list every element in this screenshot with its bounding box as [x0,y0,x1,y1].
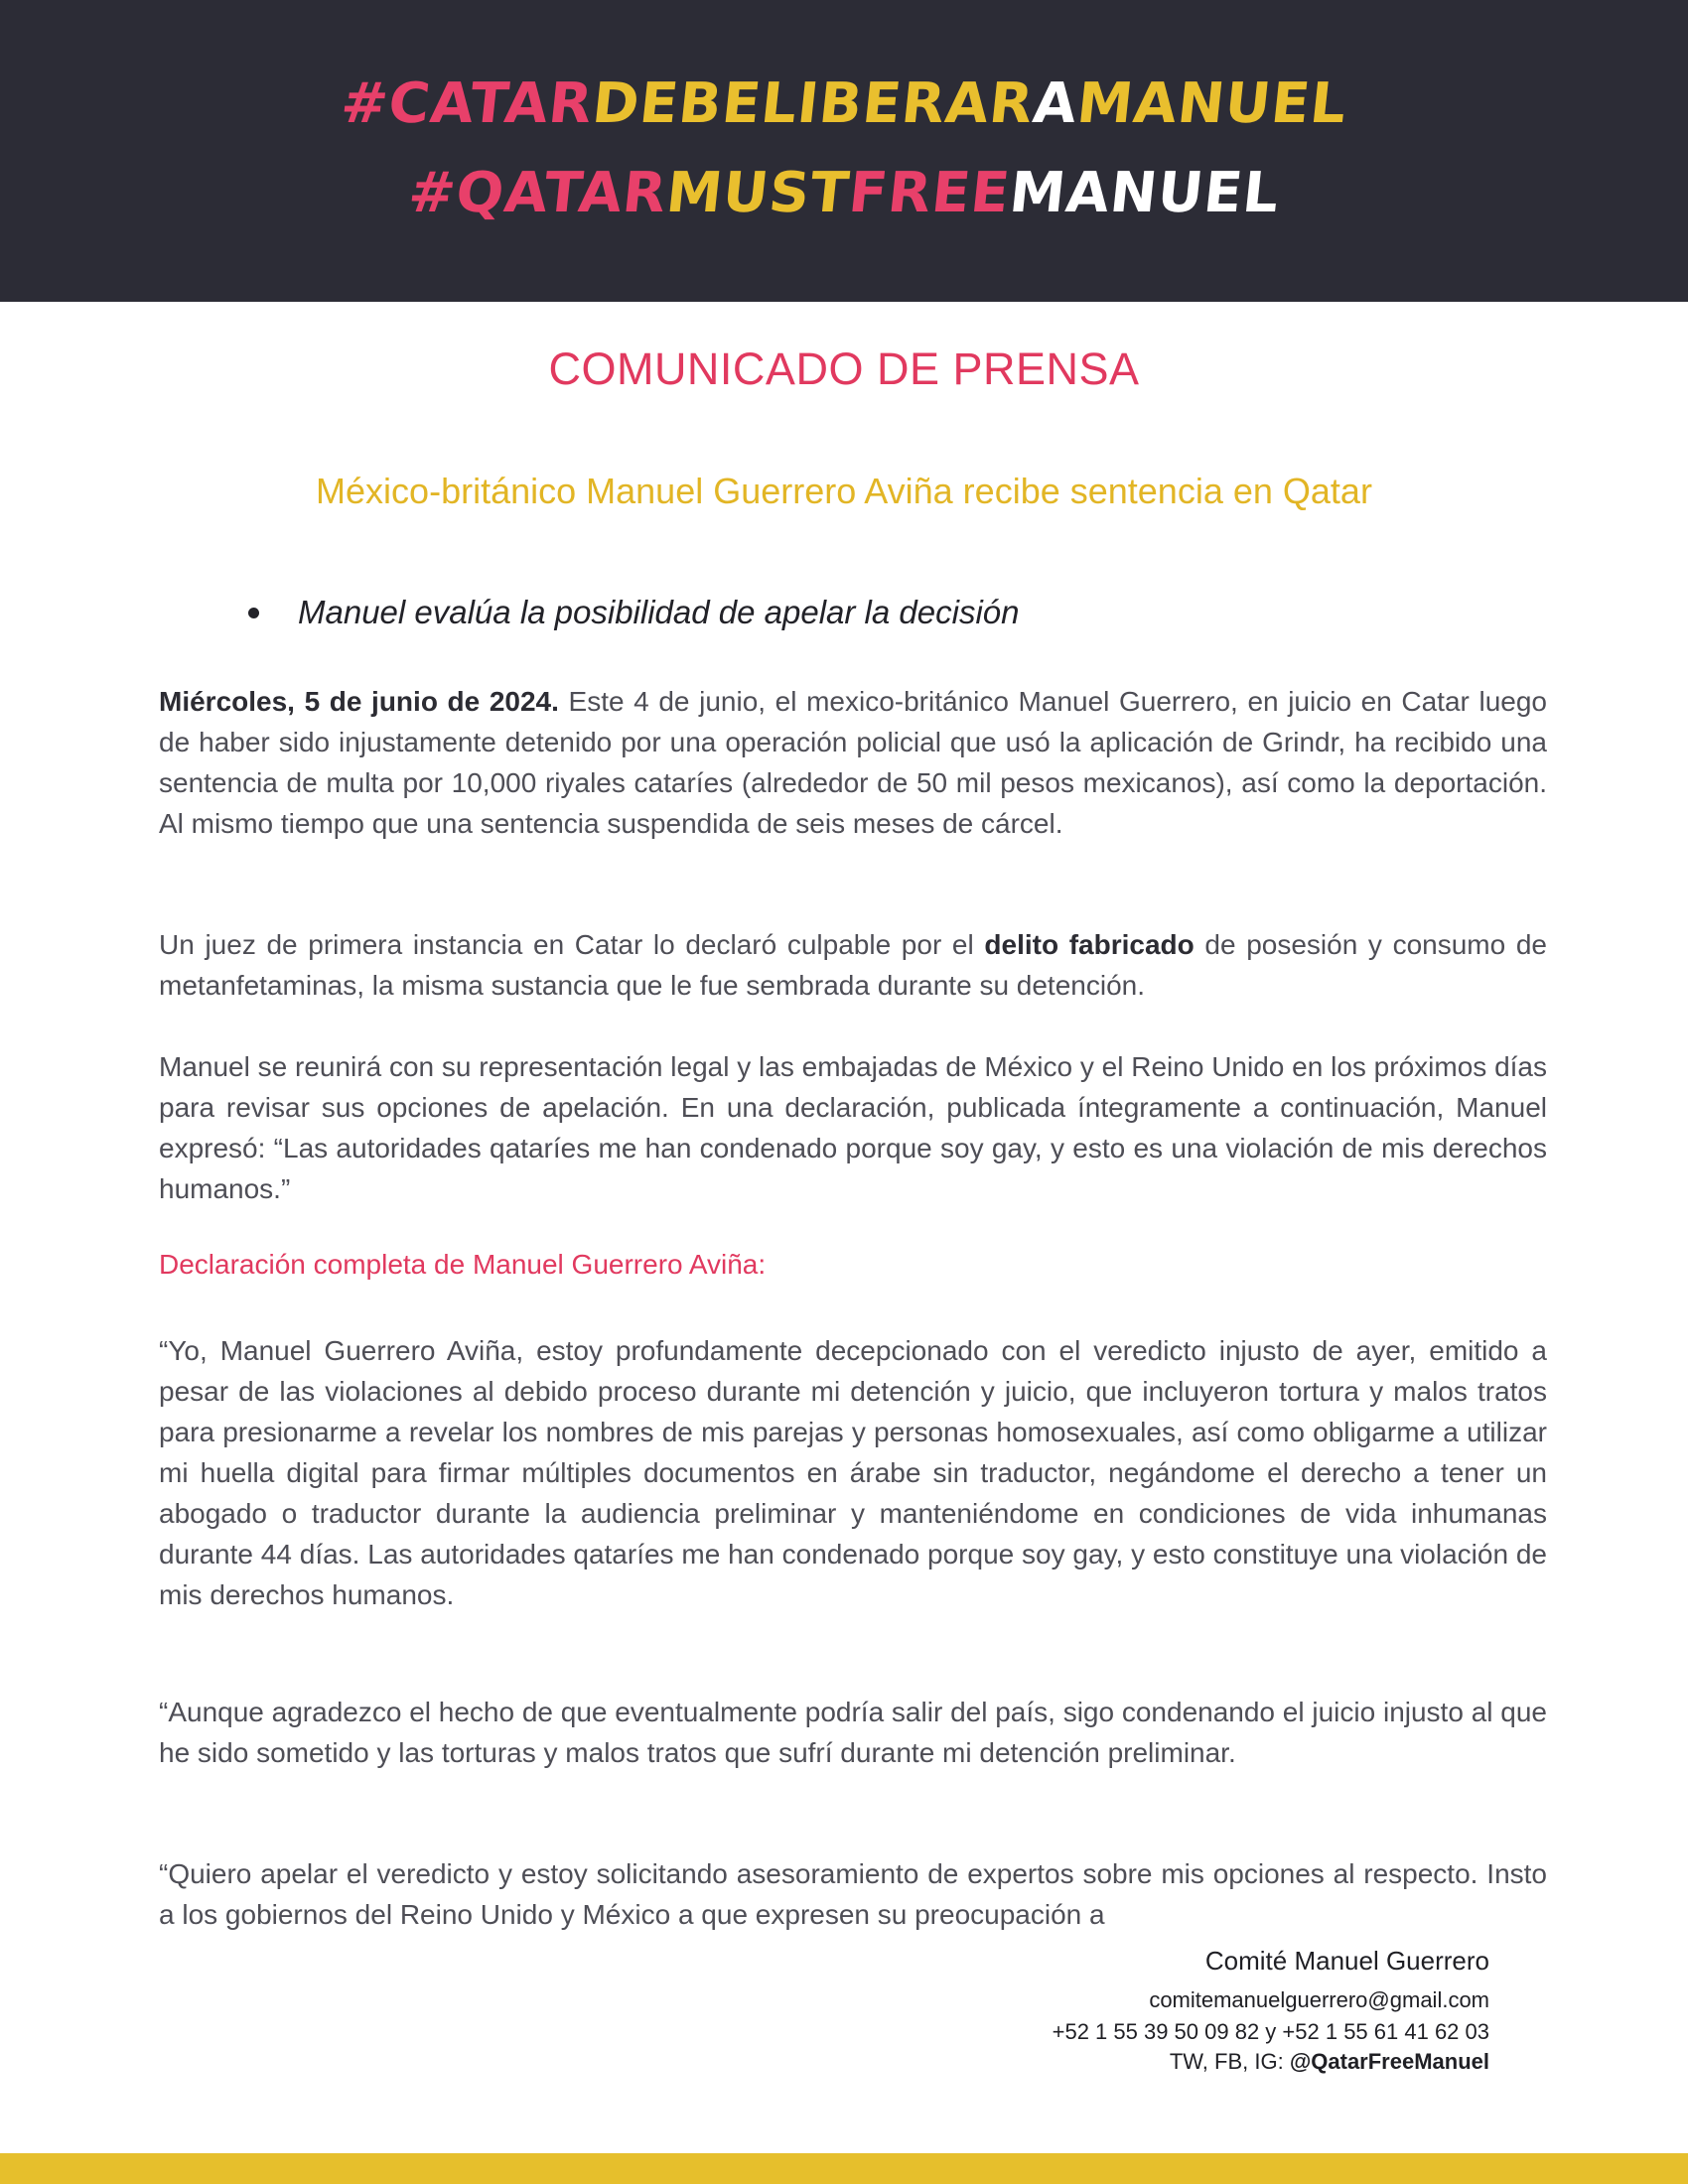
paragraph-verdict [159,924,1547,1006]
bullet-text: Manuel evalúa la posibilidad de apelar la decisión [298,594,1020,630]
paragraph-intro [159,681,1547,844]
hashtag-part: DEBELIBERAR [589,71,1038,136]
hashtag-part: MANUEL [1006,161,1283,225]
contact-email: comitemanuelguerrero@gmail.com [1149,1987,1489,2012]
social-handle: @QatarFreeManuel [1289,2049,1489,2074]
contact-phones: +52 1 55 39 50 09 82 y +52 1 55 61 41 62 03 [1052,2019,1489,2044]
hashtag-english [0,159,1688,228]
dateline: Miércoles, 5 de junio de 2024. [159,686,559,717]
social-label: TW, FB, IG: [1169,2049,1290,2074]
hashtag-part: FREE [845,161,1014,225]
footer-bar [0,2153,1688,2184]
header-banner [0,0,1688,302]
paragraph-text: Un juez de primera instancia en Catar lo declaró culpable por el [159,929,985,960]
paragraph-statement-3: “Quiero apelar el veredicto y estoy solicitando asesoramiento de expertos sobre mis opciones al respecto. Insto a los gobiernos del Reino Unido y México a que expresen su preocupación a [159,1858,1547,1930]
section-heading: Declaración completa de Manuel Guerrero Aviña: [159,1249,767,1280]
hashtag-part: MUST [663,161,853,225]
hashtag-part: A [1030,71,1081,136]
hashtag-spanish [0,69,1688,139]
paragraph-appeal: Manuel se reunirá con su representación legal y las embajadas de México y el Reino Unido en los próximos días para revisar sus opciones de apelación. En una declaración, publicada íntegramente a continuación, Manuel expresó: “Las autoridades qataríes me han condenado porque soy gay, y esto es una violación de mis derechos humanos.” [159,1051,1547,1204]
paragraph-text: de posesión y consumo de metanfetaminas, la misma sustancia que le fue sembrada durante su detención. [159,929,1547,1001]
contact-social [1170,2049,1489,2075]
hashtag-part: MANUEL [1073,71,1350,136]
paragraph-text: Este 4 de junio, el mexico-británico Manuel Guerrero, en juicio en Catar luego de haber sido injustamente detenido por una operación policial que usó la aplicación de Grindr, ha recibido una sentencia de multa por 10,000 riyales cataríes (alrededor de 50 mil pesos mexicanos), así como la deportación. Al mismo tiempo que una sentencia suspendida de seis meses de cárcel. [159,686,1547,839]
hashtag-part: #QATAR [405,161,670,225]
paragraph-statement-2: “Aunque agradezco el hecho de que eventualmente podría salir del país, sigo condenando el juicio injusto al que he sido sometido y las torturas y malos tratos que sufrí durante mi detención preliminar. [159,1697,1547,1768]
emphasis-text: delito fabricado [984,929,1195,960]
document-subtitle: México-británico Manuel Guerrero Aviña recibe sentencia en Qatar [316,471,1372,511]
document-title: COMUNICADO DE PRENSA [548,343,1140,394]
bullet-dot-icon [248,608,259,618]
contact-name: Comité Manuel Guerrero [1204,1946,1489,1976]
paragraph-statement-1: “Yo, Manuel Guerrero Aviña, estoy profundamente decepcionado con el veredicto injusto de ayer, emitido a pesar de las violaciones al debido proceso durante mi detención y juicio, que incluyeron tortura y malos tratos para presionarme a revelar los nombres de mis parejas y personas homosexuales, así como obligarme a utilizar mi huella digital para firmar múltiples documentos en árabe sin traductor, negándome el derecho a tener un abogado o traductor durante la audiencia preliminar y manteniéndome en condiciones de vida inhumanas durante 44 días. Las autoridades qataríes me han condenado porque soy gay, y esto constituye una violación de mis derechos humanos. [159,1335,1547,1610]
hashtag-part: #CATAR [338,71,597,136]
